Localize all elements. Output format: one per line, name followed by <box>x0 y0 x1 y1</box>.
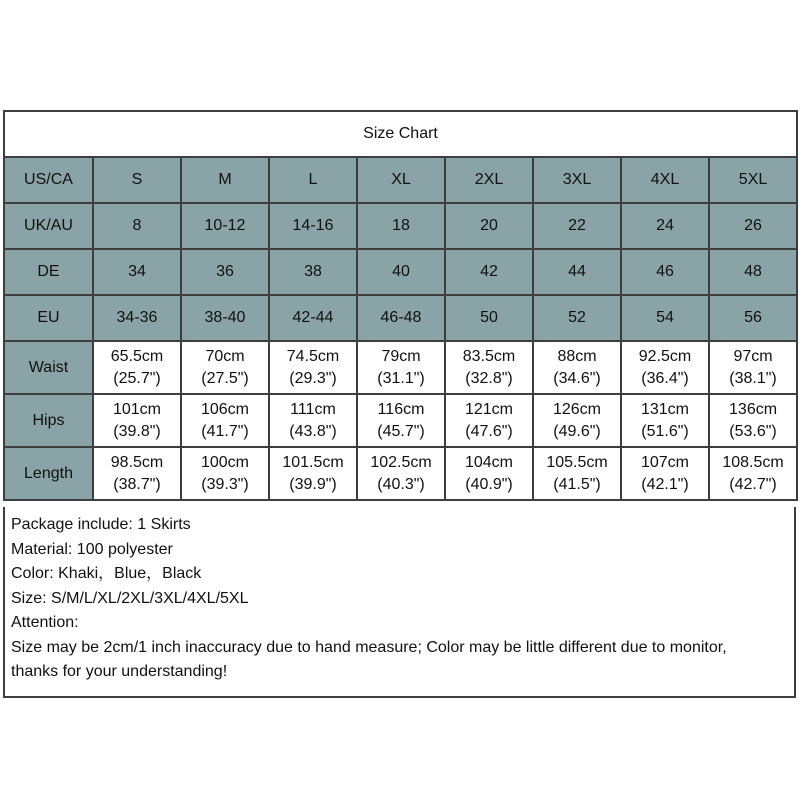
size-info: Size: S/M/L/XL/2XL/3XL/4XL/5XL <box>11 589 249 607</box>
cm-value: 74.5cm <box>286 347 340 365</box>
measurement-cell <box>357 447 445 500</box>
inch-value: (29.3") <box>289 369 337 387</box>
cm-value: 65.5cm <box>110 347 164 365</box>
product-info <box>3 507 796 698</box>
measurement-row <box>4 341 797 394</box>
size-cell: 36 <box>181 249 269 295</box>
inch-value: (53.6") <box>729 422 777 440</box>
size-cell: 50 <box>445 295 533 341</box>
inch-value: (40.9") <box>465 475 513 493</box>
inch-value: (41.5") <box>553 475 601 493</box>
measurement-cell <box>269 341 357 394</box>
color-info: Color: Khaki，Blue，Black <box>11 565 202 582</box>
size-cell: 48 <box>709 249 797 295</box>
cm-value: 88cm <box>557 347 597 365</box>
measurement-cell <box>445 341 533 394</box>
size-cell: 40 <box>357 249 445 295</box>
inch-value: (31.1") <box>377 369 425 387</box>
measurement-cell <box>709 341 797 394</box>
measurement-cell <box>93 447 181 500</box>
cm-value: 70cm <box>205 347 245 365</box>
inch-value: (43.8") <box>289 422 337 440</box>
inch-value: (42.1") <box>641 475 689 493</box>
size-cell: 54 <box>621 295 709 341</box>
size-chart-title: Size Chart <box>4 111 797 157</box>
inch-value: (34.6") <box>553 369 601 387</box>
measurement-cell <box>709 447 797 500</box>
attention-label: Attention: <box>11 614 79 631</box>
cm-value: 79cm <box>381 347 421 365</box>
size-row <box>4 157 797 203</box>
size-cell: 18 <box>357 203 445 249</box>
size-cell: 26 <box>709 203 797 249</box>
measurement-cell <box>357 341 445 394</box>
inch-value: (41.7") <box>201 422 249 440</box>
cm-value: 121cm <box>464 400 514 418</box>
measurement-cell <box>533 394 621 447</box>
measurement-note: Size may be 2cm/1 inch inaccuracy due to hand measure; Color may be little different due to monitor, <box>11 638 727 656</box>
size-cell: M <box>181 157 269 203</box>
size-cell: 22 <box>533 203 621 249</box>
row-label: EU <box>4 295 93 341</box>
size-cell: 34 <box>93 249 181 295</box>
row-label: Hips <box>4 394 93 447</box>
measurement-cell <box>93 341 181 394</box>
size-cell: 24 <box>621 203 709 249</box>
measurement-cell <box>93 394 181 447</box>
inch-value: (32.8") <box>465 369 513 387</box>
cm-value: 83.5cm <box>462 347 516 365</box>
inch-value: (39.8") <box>113 422 161 440</box>
cm-value: 108.5cm <box>722 453 784 471</box>
size-cell: 34-36 <box>93 295 181 341</box>
cm-value: 97cm <box>733 347 773 365</box>
size-cell: 56 <box>709 295 797 341</box>
size-cell: 46-48 <box>357 295 445 341</box>
material-info: Material: 100 polyester <box>11 540 173 558</box>
cm-value: 101.5cm <box>282 453 344 471</box>
size-chart-table <box>3 110 798 501</box>
measurement-cell <box>181 394 269 447</box>
measurement-cell <box>181 447 269 500</box>
cm-value: 102.5cm <box>370 453 432 471</box>
cm-value: 92.5cm <box>638 347 692 365</box>
size-cell: 42 <box>445 249 533 295</box>
inch-value: (51.6") <box>641 422 689 440</box>
inch-value: (39.9") <box>289 475 337 493</box>
inch-value: (42.7") <box>729 475 777 493</box>
measurement-cell <box>269 394 357 447</box>
inch-value: (40.3") <box>377 475 425 493</box>
row-label: Waist <box>4 341 93 394</box>
size-cell: 4XL <box>621 157 709 203</box>
measurement-row <box>4 447 797 500</box>
cm-value: 106cm <box>200 400 250 418</box>
size-cell: 10-12 <box>181 203 269 249</box>
cm-value: 100cm <box>200 453 250 471</box>
size-cell: 46 <box>621 249 709 295</box>
measurement-cell <box>621 341 709 394</box>
row-label: UK/AU <box>4 203 93 249</box>
measurement-cell <box>533 341 621 394</box>
size-cell: 44 <box>533 249 621 295</box>
row-label: US/CA <box>4 157 93 203</box>
measurement-cell <box>269 447 357 500</box>
inch-value: (38.7") <box>113 475 161 493</box>
size-cell: 14-16 <box>269 203 357 249</box>
inch-value: (45.7") <box>377 422 425 440</box>
cm-value: 98.5cm <box>110 453 164 471</box>
cm-value: 111cm <box>290 400 336 418</box>
thanks-note: thanks for your understanding! <box>11 663 228 680</box>
cm-value: 136cm <box>729 400 778 418</box>
inch-value: (38.1") <box>729 369 777 387</box>
cm-value: 101cm <box>112 400 162 418</box>
package-info: Package include: 1 Skirts <box>11 516 191 533</box>
measurement-cell <box>621 394 709 447</box>
size-cell: XL <box>357 157 445 203</box>
measurement-row <box>4 394 797 447</box>
measurement-cell <box>181 341 269 394</box>
size-cell: 52 <box>533 295 621 341</box>
cm-value: 104cm <box>464 453 514 471</box>
size-cell: S <box>93 157 181 203</box>
measurement-cell <box>445 394 533 447</box>
inch-value: (27.5") <box>201 369 249 387</box>
size-cell: 20 <box>445 203 533 249</box>
size-row <box>4 249 797 295</box>
size-cell: 5XL <box>709 157 797 203</box>
row-label: Length <box>4 447 93 500</box>
inch-value: (49.6") <box>553 422 601 440</box>
measurement-cell <box>533 447 621 500</box>
inch-value: (36.4") <box>641 369 689 387</box>
size-row <box>4 295 797 341</box>
size-cell: 38 <box>269 249 357 295</box>
inch-value: (47.6") <box>465 422 513 440</box>
size-cell: 38-40 <box>181 295 269 341</box>
cm-value: 105.5cm <box>546 453 608 471</box>
cm-value: 131cm <box>640 400 690 418</box>
measurement-cell <box>621 447 709 500</box>
cm-value: 126cm <box>552 400 602 418</box>
cm-value: 107cm <box>640 453 690 471</box>
size-cell: 2XL <box>445 157 533 203</box>
measurement-cell <box>445 447 533 500</box>
row-label: DE <box>4 249 93 295</box>
inch-value: (25.7") <box>113 369 161 387</box>
inch-value: (39.3") <box>201 475 249 493</box>
size-cell: 3XL <box>533 157 621 203</box>
cm-value: 116cm <box>377 400 425 418</box>
size-cell: 8 <box>93 203 181 249</box>
size-cell: 42-44 <box>269 295 357 341</box>
measurement-cell <box>709 394 797 447</box>
size-cell: L <box>269 157 357 203</box>
measurement-cell <box>357 394 445 447</box>
size-row <box>4 203 797 249</box>
